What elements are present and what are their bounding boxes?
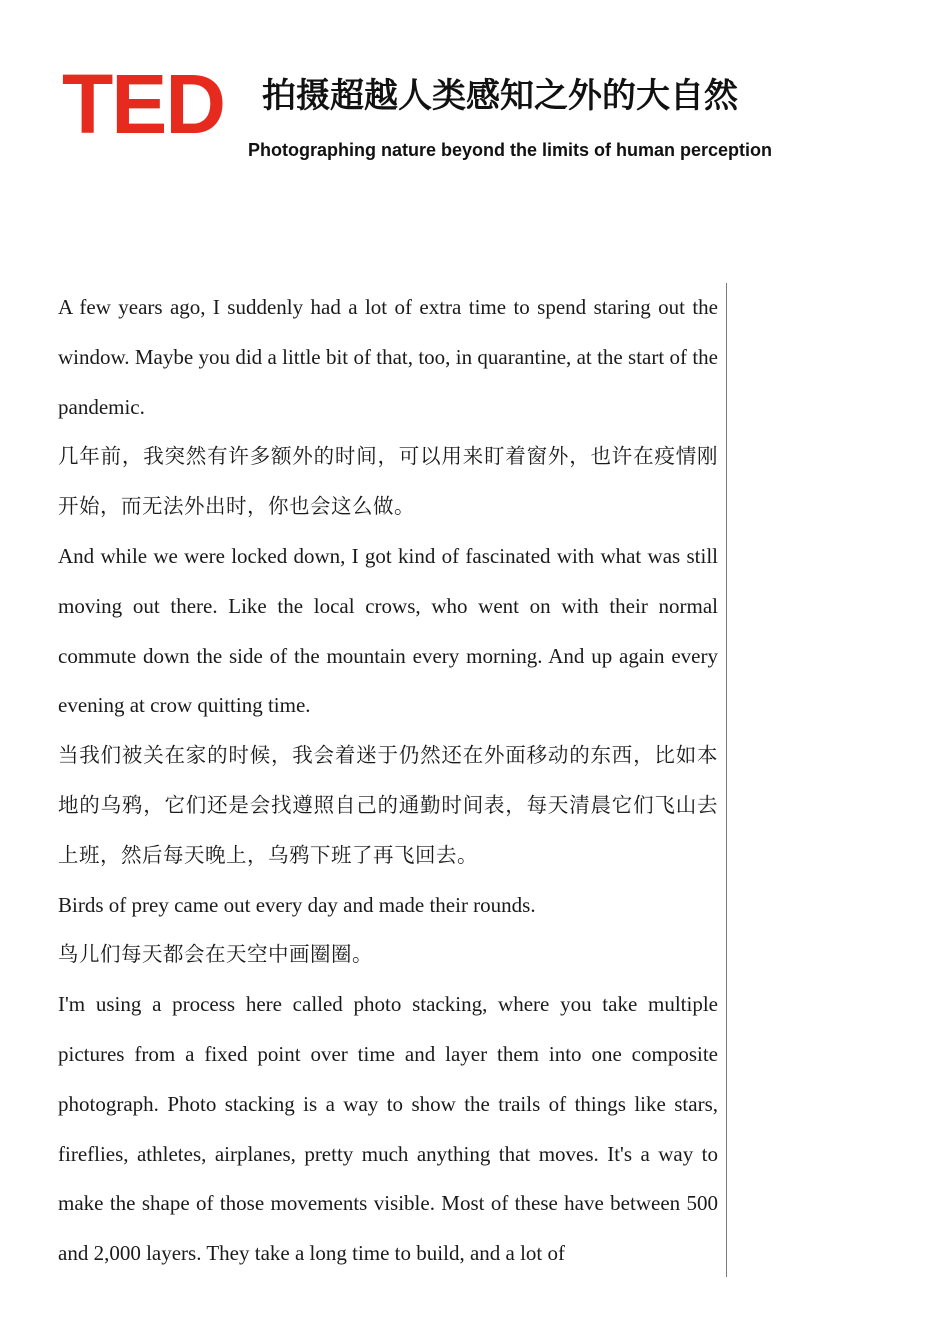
paragraph-english-3: Birds of prey came out every day and made their rounds. (58, 892, 536, 917)
ted-logo: TED (62, 57, 224, 151)
paragraph-english-2: And while we were locked down, I got kind of fascinated with what was still moving out there. Like the local crows, who went on with their normal commute down the side of the mountain every morning. And up again every evening at crow quitting time. (58, 543, 718, 718)
paragraph-chinese-2: 当我们被关在家的时候，我会着迷于仍然还在外面移动的东西，比如本地的乌鸦，它们还是会找遵照自己的通勤时间表，每天清晨它们飞山去上班，然后每天晚上，乌鸦下班了再飞回去。 (58, 743, 718, 867)
margin-rule (726, 283, 727, 1277)
paragraph-english-1: A few years ago, I suddenly had a lot of extra time to spend staring out the window. Maybe you did a little bit of that, too, in quarantine, at the start of the pandemic. (58, 295, 718, 419)
paragraph-english-4: I'm using a process here called photo stacking, where you take multiple pictures from a fixed point over time and layer them into one composite photograph. Photo stacking is a way to show the trails of things like stars, fireflies, athletes, airplanes, pretty much anything that moves. It's a way to make the shape of those movements visible. Most of these have between 500 and 2,000 layers. They take a long time to build, and a lot of (58, 992, 718, 1266)
paragraph-chinese-1: 几年前，我突然有许多额外的时间，可以用来盯着窗外，也许在疫情刚开始，而无法外出时，你也会这么做。 (58, 444, 718, 519)
transcript-body (58, 283, 718, 1279)
page-title-english: Photographing nature beyond the limits of human perception (248, 140, 773, 160)
page-title-chinese: 拍摄超越人类感知之外的大自然 (262, 76, 738, 116)
paragraph-chinese-3: 鸟儿们每天都会在天空中画圈圈。 (58, 942, 373, 967)
